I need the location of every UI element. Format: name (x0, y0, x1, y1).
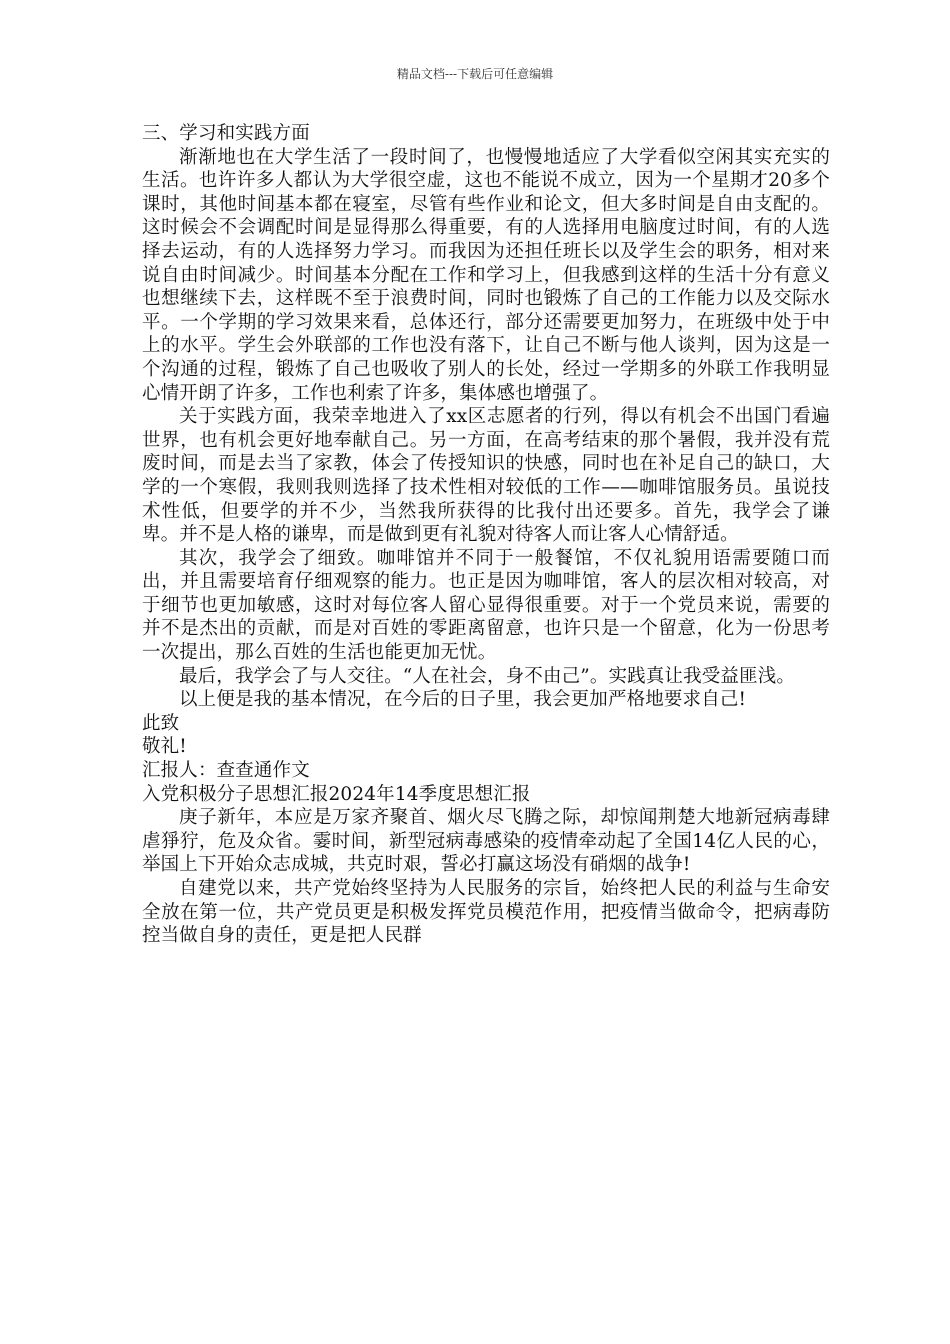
page-header: 精品文档---下载后可任意编辑 (396, 67, 554, 81)
paragraph-party: 自建党以来，共产党始终坚持为人民服务的宗旨，始终把人民的利益与生命安全放在第一位，共产党员更是积极发挥党员模范作用，把疫情当做命令，把病毒防控当做自身的责任，更是把人民群 (142, 878, 830, 947)
second-report-title: 入党积极分子思想汇报2024年14季度思想汇报 (142, 783, 531, 805)
paragraph-communication: 最后，我学会了与人交往。“人在社会，身不由己”。实践真让我受益匪浅。 (179, 665, 796, 687)
paragraph-epidemic: 庚子新年，本应是万家齐聚首、烟火尽飞腾之际，却惊闻荆楚大地新冠病毒肆虐猙狞，危及众省。霎时间，新型冠病毒感染的疫情牵动起了全国14亿人民的心，举国上下开始众志成城，共克时艰，誓必打赢这场没有硝烟的战争! (142, 807, 830, 876)
section-heading: 三、学习和实践方面 (142, 123, 310, 144)
reporter-signature: 汇报人：查查通作文 (142, 760, 310, 782)
closing-salutation: 此致 (142, 712, 180, 734)
paragraph-detail: 其次，我学会了细致。咖啡馆并不同于一般餐馆，不仅礼貌用语需要随口而出，并且需要培育仔细观察的能力。也正是因为咖啡馆，客人的层次相对较高，对于细节也更加敏感，这时对每位客人留心显得很重要。对于一个党员来说，需要的并不是杰出的贡献，而是对百姓的零距离留意，也许只是一个留意，化为一份思考一次提出，那么百姓的生活也能更加无忧。 (142, 547, 830, 664)
document-body (142, 122, 830, 948)
paragraph-practice: 关于实践方面，我荣幸地进入了xx区志愿者的行列，得以有机会不出国门看遍世界，也有机会更好地奉献自己。另一方面，在高考结束的那个暑假，我并没有荒废时间，而是去当了家教，体会了传授知识的快感，同时也在补足自己的缺口，大学的一个寒假，我则我则选择了技术性相对较低的工作——咖啡馆服务员。虽说技术性低，但要学的并不少，当然我所获得的比我付出还要多。首先，我学会了谦卑。并不是人格的谦卑，而是做到更有礼貌对待客人而让客人心情舒适。 (142, 406, 830, 546)
paragraph-study: 渐渐地也在大学生活了一段时间了，也慢慢地适应了大学看似空闲其实充实的生活。也许许多人都认为大学很空虚，这也不能说不成立，因为一个星期才20多个课时，其他时间基本都在寝室，尽管有些作业和论文，但大多时间是自由支配的。这时候会不会调配时间是显得那么得重要，有的人选择用电脑度过时间，有的人选择去运动，有的人选择努力学习。而我因为还担任班长以及学生会的职务，相对来说自由时间减少。时间基本分配在工作和学习上，但我感到这样的生活十分有意义也想继续下去，这样既不至于浪费时间，同时也锻炼了自己的工作能力以及交际水平。一个学期的学习效果来看，总体还行，部分还需要更加努力，在班级中处于中上的水平。学生会外联部的工作也没有落下，让自己不断与他人谈判，因为这是一个沟通的过程，锻炼了自己也吸收了别人的长处，经过一学期多的外联工作我明显心情开朗了许多，工作也利索了许多，集体感也增强了。 (142, 146, 830, 404)
paragraph-summary: 以上便是我的基本情况，在今后的日子里，我会更加严格地要求自己! (179, 689, 747, 711)
closing-regards: 敬礼! (142, 736, 187, 758)
